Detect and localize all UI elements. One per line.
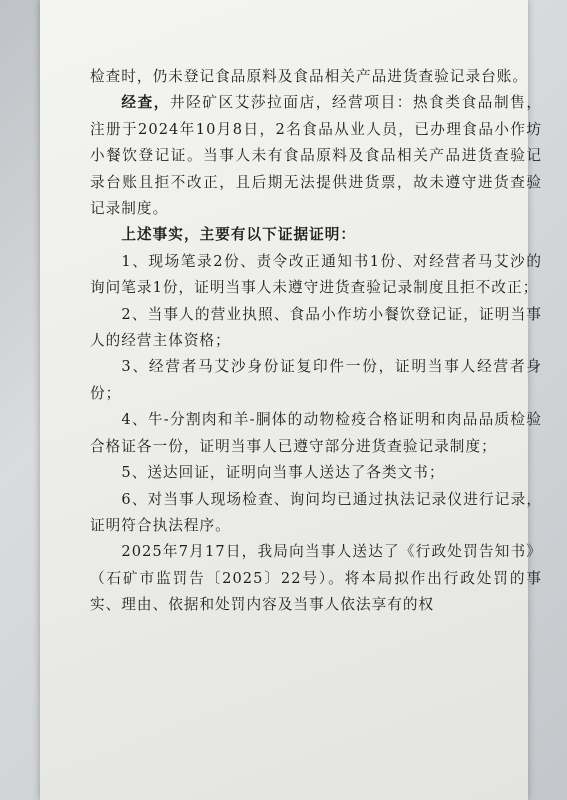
paragraph-1 (90, 64, 542, 90)
document-body (90, 64, 542, 619)
evidence-item-4-text: 4、牛-分割肉和羊-胴体的动物检疫合格证明和肉品品质检验合格证各一份，证明当事人已遵守部分进货查验记录制度； (90, 411, 542, 455)
document-page (40, 0, 543, 800)
evidence-item-5-text: 5、送达回证，证明向当事人送达了各类文书； (121, 464, 445, 482)
paragraph-1-text: 检查时，仍未登记食品原料及食品相关产品进货查验记录台账。 (90, 68, 529, 85)
evidence-item-2 (90, 302, 542, 355)
findings-lead: 经查， (121, 94, 170, 112)
evidence-heading (90, 222, 542, 248)
evidence-item-3 (90, 354, 542, 407)
evidence-heading-text: 上述事实，主要有以下证据证明： (121, 226, 357, 244)
notice-paragraph (90, 539, 542, 618)
findings-text: 井陉矿区艾莎拉面店，经营项目：热食类食品制售，注册于2024年10月8日，2名食品从业人员，已办理食品小作坊小餐饮登记证。当事人未有食品原料及食品相关产品进货查验记录台账且拒不改正，且后期无法提供进货票，故未遵守进货查验记录制度。 (90, 94, 543, 218)
notice-paragraph-text: 2025年7月17日，我局向当事人送达了《行政处罚告知书》（石矿市监罚告〔2025〕22号）。将本局拟作出行政处罚的事实、理由、依据和处罚内容及当事人依法享有的权 (90, 543, 542, 614)
evidence-item-5 (90, 460, 542, 486)
paragraph-findings (90, 90, 542, 222)
evidence-item-2-text: 2、当事人的营业执照、食品小作坊小餐饮登记证，证明当事人的经营主体资格； (90, 305, 542, 350)
evidence-item-1-text: 1、现场笔录2份、责令改正通知书1份、对经营者马艾沙的询问笔录1份，证明当事人未遵守进货查验记录制度且拒不改正； (90, 252, 542, 297)
evidence-item-3-text: 3、经营者马艾沙身份证复印件一份，证明当事人经营者身份； (90, 358, 542, 402)
evidence-item-4 (90, 407, 542, 460)
evidence-item-6 (90, 487, 542, 540)
evidence-item-6-text: 6、对当事人现场检查、询问均已通过执法记录仪进行记录，证明符合执法程序。 (90, 490, 542, 534)
evidence-item-1 (90, 249, 542, 302)
